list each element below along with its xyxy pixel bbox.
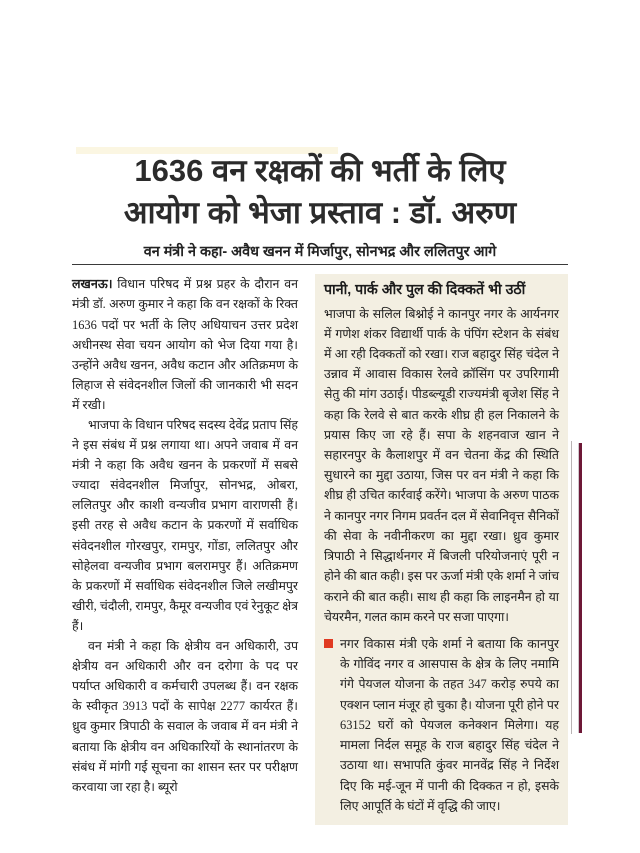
left-paragraph-3: वन मंत्री ने कहा कि क्षेत्रीय वन अधिकारी, उप क्षेत्रीय वन अधिकारी और वन दरोगा के पद पर पर्याप्त अधिकारी व कर्मचारी उपलब्ध हैं। वन रक्षक के स्वीकृत 3913 पदों के सापेक्ष 2277 कार्यरत हैं। ध्रुव कुमार त्रिपाठी के सवाल के जवाब में वन मंत्री ने बताया कि क्षेत्रीय वन अधिकारियों के स्थानांतरण के संबंध में मांगी गई सूचना का शासन स्तर पर परीक्षण करवाया जा रहा है। ब्यूरो — [72, 639, 298, 794]
dateline: लखनऊ। — [72, 277, 113, 292]
subheading-container — [72, 243, 568, 265]
left-paragraph-2: भाजपा के विधान परिषद सदस्य देवेंद्र प्रताप सिंह ने इस संबंध में प्रश्न लगाया था। अपने जवाब में वन मंत्री ने कहा कि अवैध खनन के प्रकरणों में सबसे ज्यादा संवेदनशील मिर्जापुर, सोनभद्र, ओबरा, ललितपुर और काशी वन्यजीव प्रभाग वाराणसी हैं। इसी तरह से अवैध कटान के प्रकरणों में सर्वाधिक संवेदनशील गोरखपुर, रामपुर, गोंडा, ललितपुर और सोहेलवा वन्यजीव प्रभाग बलरामपुर हैं। अतिक्रमण के प्रकरणों में सर्वाधिक संवेदनशील जिले लखीमपुर खीरी, चंदौली, रामपुर, कैमूर वन्यजीव एवं रेनुकूट क्षेत्र हैं। — [72, 418, 298, 633]
left-column — [72, 274, 308, 797]
sidebar-heading: पानी, पार्क और पुल की दिक्कतें भी उठीं — [324, 282, 526, 299]
article-columns — [72, 274, 568, 825]
right-sidebar-box — [315, 274, 568, 825]
right-vertical-rule — [578, 443, 582, 733]
page-title — [72, 150, 568, 233]
article-clipping — [72, 150, 568, 825]
headline-line-1: 1636 वन रक्षकों की भर्ती के लिए — [134, 153, 506, 188]
list-item — [324, 634, 559, 816]
sidebar-paragraph: भाजपा के सलिल बिश्नोई ने कानपुर नगर के आर्यनगर में गणेश शंकर विद्यार्थी पार्क के पंपिंग स्टेशन के संबंध में आ रही दिक्कतों को रखा। राज बहादुर सिंह चंदेल ने उन्नाव में आवास विकास रेलवे क्रॉसिंग पर उपरिगामी सेतु की मांग उठाई। पीडब्ल्यूडी राज्यमंत्री बृजेश सिंह ने कहा कि रेलवे से बात करके शीघ्र ही हल निकालने के प्रयास किए जा रहे हैं। सपा के शहनवाज खान ने सहारनपुर के कैलाशपुर में वन चेतना केंद्र की स्थिति सुधारने का मुद्दा उठाया, जिस पर वन मंत्री ने कहा कि शीघ्र ही उचित कार्रवाई करेंगे। भाजपा के अरुण पाठक ने कानपुर नगर निगम प्रवर्तन दल में सेवानिवृत्त सैनिकों की सेवा के नवीनीकरण का मुद्दा रखा। ध्रुव कुमार त्रिपाठी ने सिद्धार्थनगर में बिजली परियोजनाएं पूरी न होने की बात कही। इस पर ऊर्जा मंत्री एके शर्मा ने जांच कराने की बात कही। साथ ही कहा कि लाइनमैन हो या चेयरमैन, गलत काम करने पर सजा पाएगा। — [324, 306, 559, 624]
red-square-bullet-icon — [324, 639, 333, 648]
left-paragraph-1-text: विधान परिषद में प्रश्न प्रहर के दौरान वन मंत्री डॉ. अरुण कुमार ने कहा कि वन रक्षकों के रिक्त 1636 पदों पर भर्ती के लिए अधियाचन उत्तर प्रदेश अधीनस्थ सेवा चयन आयोग को भेज दिया गया है। उन्होंने अवैध खनन, अवैध कटान और अतिक्रमण के लिहाज से संवेदनशील जिलों की जानकारी भी सदन में रखी। — [72, 277, 298, 412]
headline-line-2: आयोग को भेजा प्रस्ताव : डॉ. अरुण — [123, 194, 517, 230]
subheading: वन मंत्री ने कहा- अवैध खनन में मिर्जापुर, सोनभद्र और ललितपुर आगे — [143, 244, 497, 261]
right-rule-shadow — [571, 441, 572, 734]
sidebar-bullet-text: नगर विकास मंत्री एके शर्मा ने बताया कि कानपुर के गोविंद नगर व आसपास के क्षेत्र के लिए नमामि गंगे पेयजल योजना के तहत 347 करोड़ रुपये का एक्शन प्लान मंजूर हो चुका है। योजना पूरी होने पर 63152 घरों को पेयजल कनेक्शन मिलेगा। यह मामला निर्दल समूह के राज बहादुर सिंह चंदेल ने उठाया था। सभापति कुंवर मानवेंद्र सिंह ने निर्देश दिए कि मई-जून में पानी की दिक्कत न हो, इसके लिए आपूर्ति के घंटों में वृद्धि की जाए। — [340, 637, 559, 813]
left-paragraph-1 — [72, 274, 298, 415]
